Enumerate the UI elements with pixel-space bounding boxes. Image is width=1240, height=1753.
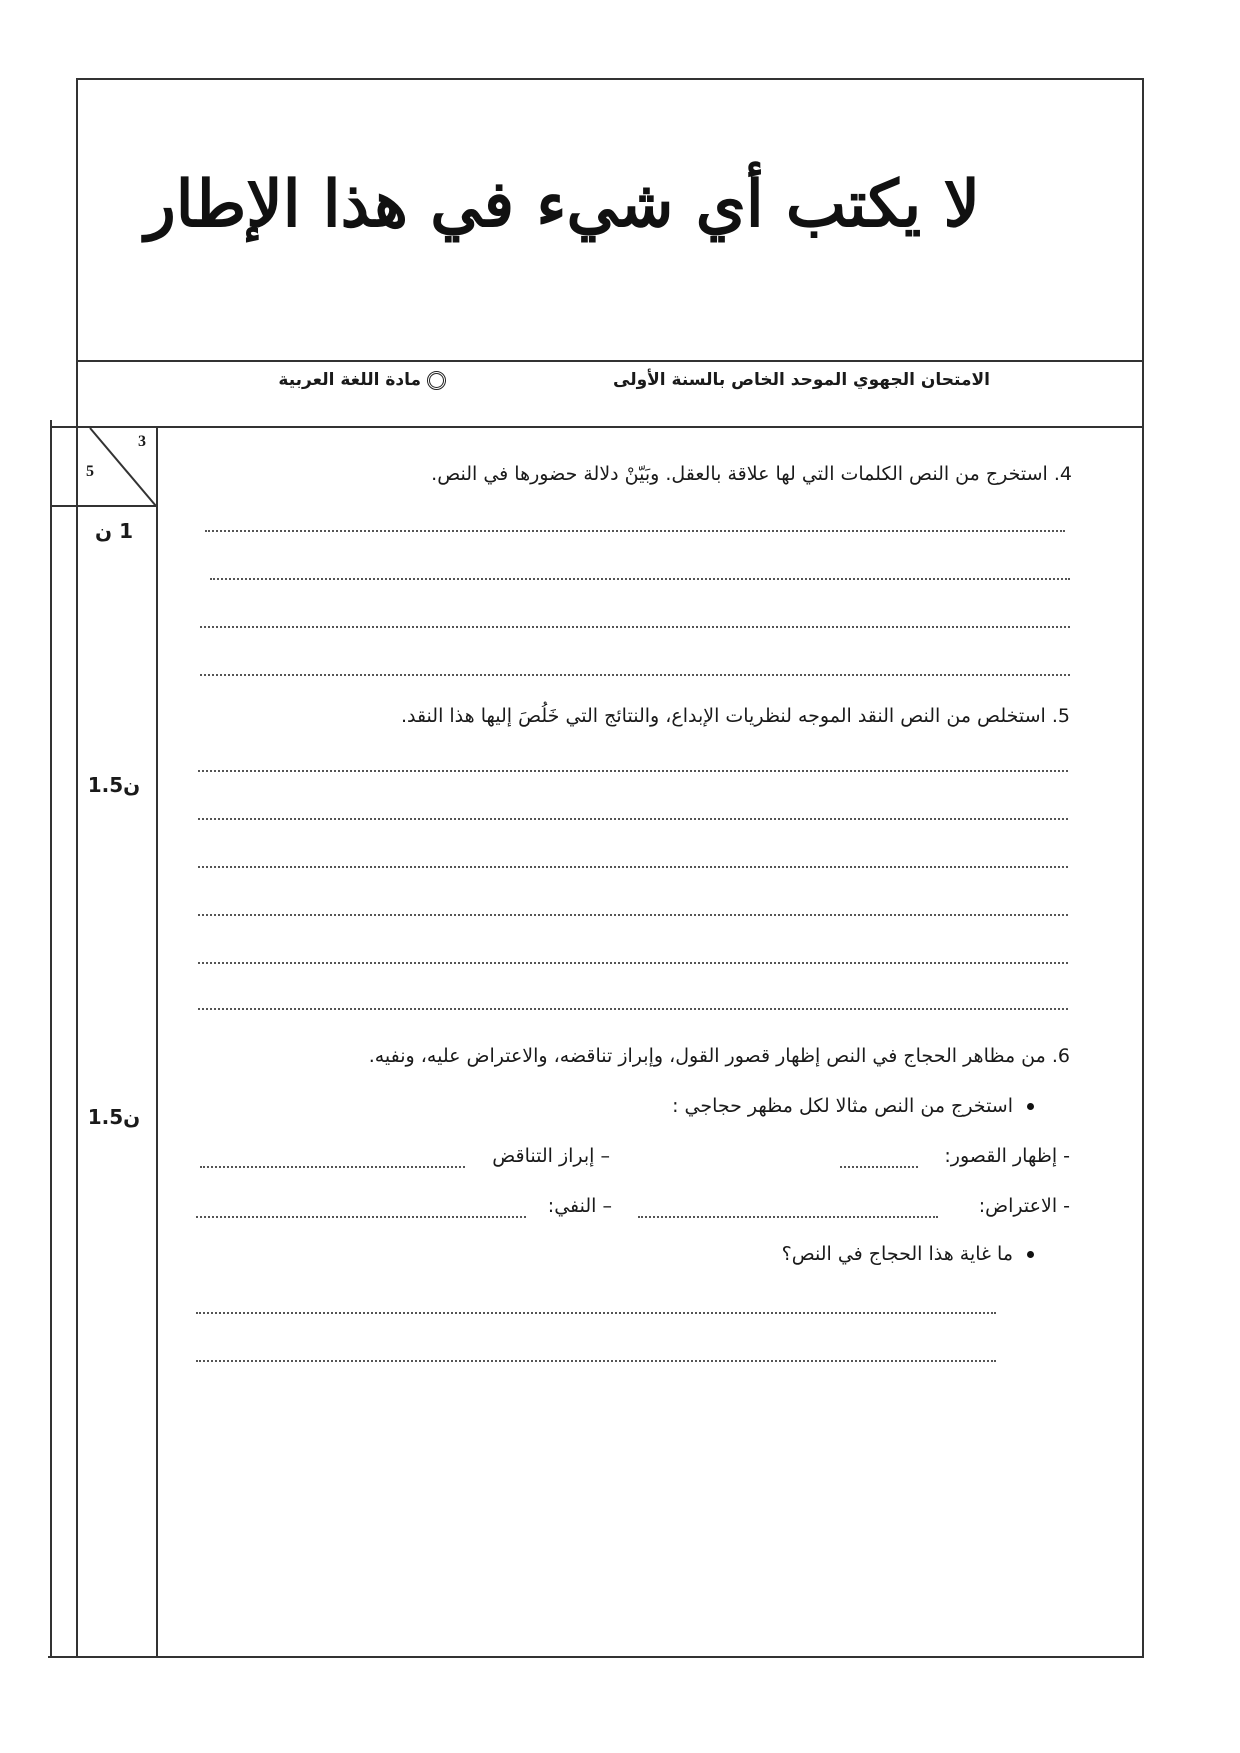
subject-text: مادة اللغة العربية (278, 370, 421, 390)
answer-line[interactable] (196, 1360, 996, 1362)
question-6-text: من مظاهر الحجاج في النص إظهار قصور القول، وإبراز تناقضه، والاعتراض عليه، ونفيه. (368, 1045, 1046, 1067)
answer-line[interactable] (198, 866, 1068, 868)
frame-left (76, 78, 78, 1658)
answer-line[interactable] (198, 914, 1068, 916)
q6-bullet-purpose (782, 1240, 1034, 1268)
do-not-write-banner: لا يكتب أي شيء في هذا الإطار (144, 167, 980, 242)
answer-line[interactable] (198, 818, 1068, 820)
frame-right (1142, 78, 1144, 1658)
answer-line[interactable] (210, 578, 1070, 580)
answer-field-negation[interactable] (196, 1216, 526, 1218)
corner-bottom-value: 5 (86, 463, 94, 480)
answer-field-shortcoming[interactable] (840, 1166, 918, 1168)
answer-field-objection[interactable] (638, 1216, 938, 1218)
score-q6: ن1.5 (87, 1105, 141, 1129)
answer-field-contradiction[interactable] (200, 1166, 465, 1168)
frame-bottom (48, 1656, 1144, 1658)
item-objection-label: - الاعتراض: (978, 1195, 1070, 1217)
question-4-text: استخرج من النص الكلمات التي لها علاقة بالعقل. وبَيّنْ دلالة حضورها في النص. (431, 463, 1048, 485)
question-6 (369, 1042, 1070, 1070)
q6-bullet-extract (672, 1092, 1034, 1120)
answer-line[interactable] (205, 530, 1065, 532)
item-negation-label: – النفي: (547, 1195, 612, 1217)
item-shortcoming-label: - إظهار القصور: (944, 1145, 1070, 1167)
frame-top (76, 78, 1144, 80)
score-q5: ن1.5 (87, 773, 141, 797)
question-5 (401, 702, 1070, 730)
question-6-number: 6. (1051, 1045, 1070, 1067)
question-4 (431, 460, 1072, 488)
answer-line[interactable] (198, 962, 1068, 964)
frame-left-outer (50, 420, 52, 1658)
question-5-text: استخلص من النص النقد الموجه لنظريات الإبداع، والنتائج التي خَلُصَ إليها هذا النقد. (400, 705, 1046, 727)
corner-top-value: 3 (138, 433, 146, 450)
subject-label (278, 368, 446, 392)
bullet-icon (1027, 1103, 1034, 1110)
answer-line[interactable] (200, 626, 1070, 628)
answer-line[interactable] (198, 1008, 1068, 1010)
banner-bottom-line (76, 360, 1144, 362)
answer-line[interactable] (200, 674, 1070, 676)
item-contradiction-label: – إبراز التناقض (492, 1145, 610, 1167)
bullet-icon (1027, 1251, 1034, 1258)
q6-bullet-purpose-text: ما غاية هذا الحجاج في النص؟ (781, 1243, 1013, 1265)
q6-bullet-extract-text: استخرج من النص مثالا لكل مظهر حجاجي : (672, 1095, 1013, 1117)
score-column-divider (156, 426, 158, 1658)
exam-title: الامتحان الجهوي الموحد الخاص بالسنة الأولى (613, 370, 990, 390)
sun-icon (427, 371, 446, 390)
answer-line[interactable] (196, 1312, 996, 1314)
score-q4: 1 ن (95, 519, 133, 543)
answer-line[interactable] (198, 770, 1068, 772)
question-4-number: 4. (1053, 463, 1072, 485)
question-5-number: 5. (1051, 705, 1070, 727)
header-bottom-line (50, 426, 1144, 428)
